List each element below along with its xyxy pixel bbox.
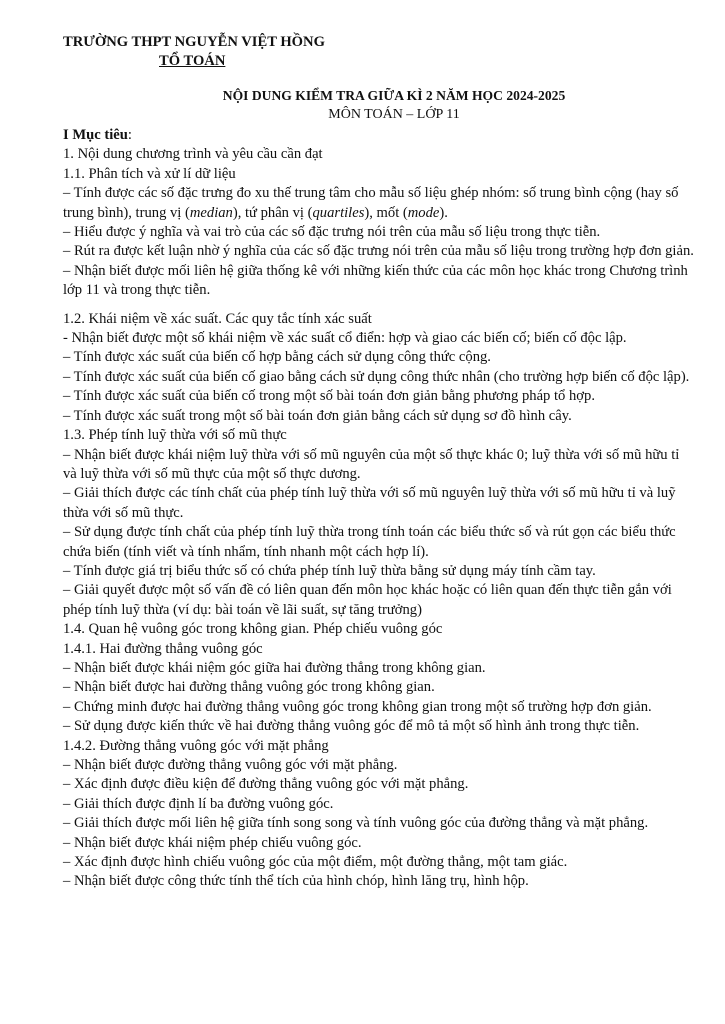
term-mode: mode: [407, 204, 440, 221]
term-median: median: [189, 204, 233, 221]
department-name: TỔ TOÁN: [159, 53, 226, 69]
term-quartiles: quartiles: [312, 204, 365, 221]
section-heading-colon: :: [127, 127, 132, 143]
content-line: – Tính được xác suất của biến cố trong một số bài toán đơn giản bằng phương pháp tổ hợp.: [63, 388, 595, 405]
content-line: – Nhận biết được khái niệm phép chiếu vuông góc.: [63, 834, 362, 851]
content-line: – Nhận biết được khái niệm luỹ thừa với số mũ nguyên của một số thực khác 0; luỹ thừa với số mũ hữu tỉ và luỹ thừa với số mũ thực của một số thực dương.: [63, 446, 680, 482]
content-line: – Tính được xác suất của biến cố hợp bằng cách sử dụng công thức cộng.: [63, 349, 491, 366]
content-line: – Nhận biết được mối liên hệ giữa thống kê với những kiến thức của các môn học khác trong Chương trình lớp 11 và trong thực tiễn.: [63, 262, 688, 299]
document-page: [63, 33, 695, 892]
content-line: – Tính được xác suất của biến cố giao bằng cách sử dụng công thức nhân (cho trường hợp biến cố độc lập).: [63, 368, 690, 385]
content-line: – Hiểu được ý nghĩa và vai trò của các số đặc trưng nói trên của mẫu số liệu trong thực tiễn.: [63, 224, 601, 241]
content-line: – Nhận biết được hai đường thẳng vuông góc trong không gian.: [63, 679, 435, 696]
school-name: TRƯỜNG THPT NGUYỄN VIỆT HỒNG: [63, 34, 325, 50]
content-line: 1.4.2. Đường thẳng vuông góc với mặt phẳng: [63, 737, 329, 754]
content-line: 1.4. Quan hệ vuông góc trong không gian. Phép chiếu vuông góc: [63, 621, 443, 638]
content-line: – Giải thích được mối liên hệ giữa tính song song và tính vuông góc của đường thẳng và mặt phẳng.: [63, 815, 649, 832]
content-line: - Nhận biết được một số khái niệm về xác suất cổ điển: hợp và giao các biến cố; biến cố độc lập.: [63, 330, 627, 347]
content-line: – Xác định được hình chiếu vuông góc của một điểm, một đường thẳng, một tam giác.: [63, 854, 568, 871]
content-line: – Xác định được điều kiện để đường thẳng vuông góc với mặt phẳng.: [63, 776, 469, 793]
content-line: – Sử dụng được tính chất của phép tính luỹ thừa trong tính toán các biểu thức số và rút gọn các biểu thức chứa biến (tính viết và tính nhẩm, tính nhanh một cách hợp lí).: [63, 524, 676, 560]
section-heading: [63, 126, 695, 145]
content-line: 1.2. Khái niệm về xác suất. Các quy tắc tính xác suất: [63, 310, 372, 327]
section-heading-text: I Mục tiêu: [63, 127, 128, 143]
text-run: ), tứ phân vị (: [232, 204, 313, 221]
content-line: – Nhận biết được đường thẳng vuông góc với mặt phẳng.: [63, 757, 398, 773]
content-line: – Chứng minh được hai đường thẳng vuông góc trong không gian trong một số trường hợp đơn giản.: [63, 698, 652, 715]
text-run: ), mốt (: [364, 204, 408, 221]
content-line: 1.1. Phân tích và xử lí dữ liệu: [63, 165, 236, 182]
content-line: 1.4.1. Hai đường thẳng vuông góc: [63, 640, 263, 657]
content-line: – Tính được giá trị biểu thức số có chứa phép tính luỹ thừa bằng sử dụng máy tính cầm tay.: [63, 562, 596, 579]
content-line: 1.3. Phép tính luỹ thừa với số mũ thực: [63, 427, 287, 444]
document-subtitle: MÔN TOÁN – LỚP 11: [328, 107, 460, 122]
content-line: [63, 184, 695, 223]
content-line: – Giải thích được định lí ba đường vuông góc.: [63, 795, 334, 812]
content-line: – Nhận biết được khái niệm góc giữa hai đường thẳng trong không gian.: [63, 659, 486, 676]
text-run: – Tính được các số đặc trưng đo xu thế trung tâm cho mẫu số liệu ghép nhóm: số trung bình cộng (hay số trung bình), trung vị (: [63, 185, 679, 221]
content-line: – Tính được xác suất trong một số bài toán đơn giản bằng cách sử dụng sơ đồ hình cây.: [63, 407, 572, 424]
content-line: – Giải quyết được một số vấn đề có liên quan đến môn học khác hoặc có liên quan đến thực tiễn gắn với phép tính luỹ thừa (ví dụ: bài toán về lãi suất, sự tăng trưởng): [63, 582, 672, 618]
content-line: 1. Nội dung chương trình và yêu cầu cần đạt: [63, 146, 323, 163]
text-run: ).: [439, 204, 448, 221]
content-line: – Sử dụng được kiến thức về hai đường thẳng vuông góc để mô tả một số hình ảnh trong thực tiễn.: [63, 718, 640, 735]
content-line: – Nhận biết được công thức tính thể tích của hình chóp, hình lăng trụ, hình hộp.: [63, 873, 529, 890]
content-line: – Giải thích được các tính chất của phép tính luỹ thừa với số mũ nguyên luỹ thừa với số mũ hữu tỉ và luỹ thừa với số mũ thực.: [63, 485, 676, 521]
document-title: NỘI DUNG KIỂM TRA GIỮA KÌ 2 NĂM HỌC 2024-2025: [222, 88, 566, 103]
content-line: – Rút ra được kết luận nhờ ý nghĩa của các số đặc trưng nói trên của mẫu số liệu trong trường hợp đơn giản.: [63, 243, 694, 260]
